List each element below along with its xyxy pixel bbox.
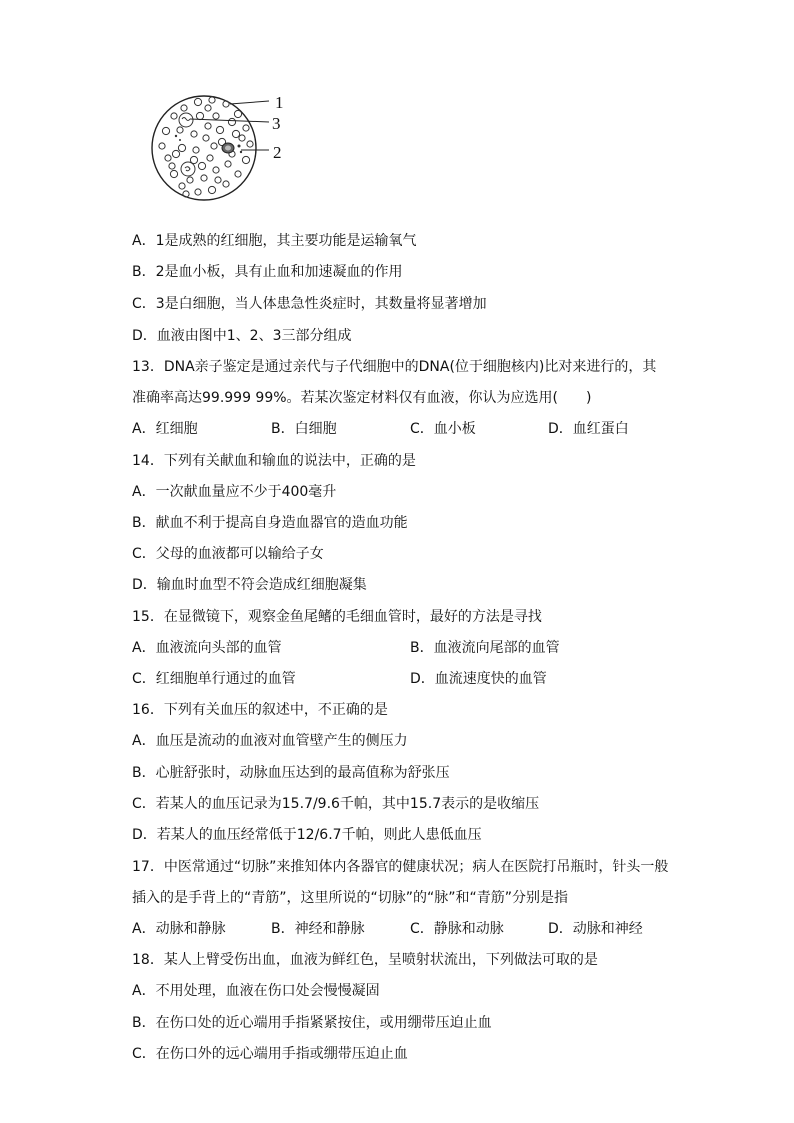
blood-smear-figure	[146, 86, 296, 210]
q13-option-d: D．血红蛋白	[548, 421, 629, 437]
q17-option-a: A．动脉和静脉	[132, 921, 226, 937]
red-blood-cell	[234, 110, 241, 117]
q12-option-c: C．3是白细胞，当人体患急性炎症时，其数量将显著增加	[132, 296, 487, 312]
q14-option-b: B．献血不利于提高自身造血器官的造血功能	[132, 515, 408, 531]
red-blood-cell	[171, 113, 177, 119]
red-blood-cell	[191, 131, 197, 137]
red-blood-cell	[242, 156, 249, 163]
red-blood-cell	[223, 181, 229, 187]
q12-option-a: A．1是成熟的红细胞，其主要功能是运输氧气	[132, 233, 417, 249]
red-blood-cell	[165, 155, 171, 161]
q18-option-b: B．在伤口处的近心端用手指紧紧按住，或用绷带压迫止血	[132, 1015, 492, 1031]
q13-option-a: A．红细胞	[132, 421, 198, 437]
q15-option-c: C．红细胞单行通过的血管	[132, 671, 296, 687]
red-blood-cell	[205, 105, 211, 111]
q16-option-b: B．心脏舒张时，动脉血压达到的最高值称为舒张压	[132, 765, 450, 781]
red-blood-cell	[225, 161, 231, 167]
red-blood-cell	[208, 186, 215, 193]
q14-option-a: A．一次献血量应不少于400毫升	[132, 484, 337, 500]
q13-option-c: C．血小板	[410, 421, 476, 437]
red-blood-cell	[162, 127, 169, 134]
red-blood-cell	[235, 171, 241, 177]
red-blood-cell	[196, 112, 203, 119]
label-3: 3	[272, 114, 281, 133]
label-1: 1	[275, 93, 284, 112]
q14-option-c: C．父母的血液都可以输给子女	[132, 546, 324, 562]
q17-option-d: D．动脉和神经	[548, 921, 643, 937]
red-blood-cell	[169, 163, 175, 169]
red-blood-cell	[172, 150, 179, 157]
red-blood-cell	[216, 126, 223, 133]
q18-stem: 18．某人上臂受伤出血，血液为鲜红色，呈喷射状流出，下列做法可取的是	[132, 952, 598, 968]
red-blood-cell	[243, 125, 249, 131]
red-blood-cell	[209, 97, 215, 103]
red-blood-cell	[239, 135, 245, 141]
red-blood-cell	[181, 105, 187, 111]
q13-stem-line2: 准确率高达99.999 99%。若某次鉴定材料仅有血液，你认为应选用( )	[132, 390, 592, 406]
q16-option-c: C．若某人的血压记录为15.7/9.6千帕，其中15.7表示的是收缩压	[132, 796, 540, 812]
red-blood-cell	[179, 183, 185, 189]
red-blood-cell	[193, 147, 199, 153]
q17-stem-line1: 17．中医常通过“切脉”来推知体内各器官的健康状况；病人在医院打吊瓶时，针头一般	[132, 859, 669, 875]
red-blood-cell	[159, 143, 165, 149]
q15-stem: 15．在显微镜下，观察金鱼尾鳍的毛细血管时，最好的方法是寻找	[132, 609, 542, 625]
q14-option-d: D．输血时血型不符会造成红细胞凝集	[132, 577, 367, 593]
q12-option-d: D．血液由图中1、2、3三部分组成	[132, 328, 352, 344]
red-blood-cell	[203, 135, 209, 141]
q17-stem-line2: 插入的是手背上的“青筋”，这里所说的“切脉”的“脉”和“青筋”分别是指	[132, 890, 569, 906]
q17-option-b: B．神经和静脉	[271, 921, 365, 937]
label-2: 2	[273, 143, 282, 162]
q15-option-d: D．血流速度快的血管	[410, 671, 547, 687]
red-blood-cell	[201, 175, 207, 181]
red-blood-cell	[213, 113, 219, 119]
red-blood-cell	[205, 123, 211, 129]
red-blood-cell	[232, 130, 239, 137]
red-blood-cell	[228, 118, 235, 125]
red-blood-cell	[195, 189, 201, 195]
q16-option-a: A．血压是流动的血液对血管壁产生的侧压力	[132, 733, 408, 749]
red-blood-cell	[198, 162, 205, 169]
q18-option-c: C．在伤口外的远心端用手指或绷带压迫止血	[132, 1046, 408, 1062]
q15-option-b: B．血液流向尾部的血管	[410, 640, 560, 656]
q14-stem: 14．下列有关献血和输血的说法中，正确的是	[132, 453, 416, 469]
red-blood-cell	[178, 144, 185, 151]
red-blood-cell	[194, 98, 201, 105]
red-blood-cell	[170, 170, 177, 177]
red-blood-cell	[247, 141, 253, 147]
q16-stem: 16．下列有关血压的叙述中，不正确的是	[132, 702, 388, 718]
red-blood-cell	[211, 143, 217, 149]
red-blood-cell	[177, 127, 183, 133]
q12-option-b: B．2是血小板，具有止血和加速凝血的作用	[132, 264, 403, 280]
q15-option-a: A．血液流向头部的血管	[132, 640, 282, 656]
red-blood-cell	[215, 177, 221, 183]
q17-option-c: C．静脉和动脉	[410, 921, 504, 937]
red-blood-cell	[213, 167, 219, 173]
q18-option-a: A．不用处理，血液在伤口处会慢慢凝固	[132, 983, 380, 999]
blood-smear-diagram	[146, 86, 296, 210]
red-blood-cell	[207, 155, 213, 161]
q13-stem-line1: 13．DNA亲子鉴定是通过亲代与子代细胞中的DNA(位于细胞核内)比对来进行的，其	[132, 359, 657, 375]
red-blood-cell	[187, 177, 193, 183]
q13-option-b: B．白细胞	[271, 421, 337, 437]
q16-option-d: D．若某人的血压经常低于12/6.7千帕，则此人患低血压	[132, 827, 482, 843]
red-blood-cell	[223, 101, 229, 107]
